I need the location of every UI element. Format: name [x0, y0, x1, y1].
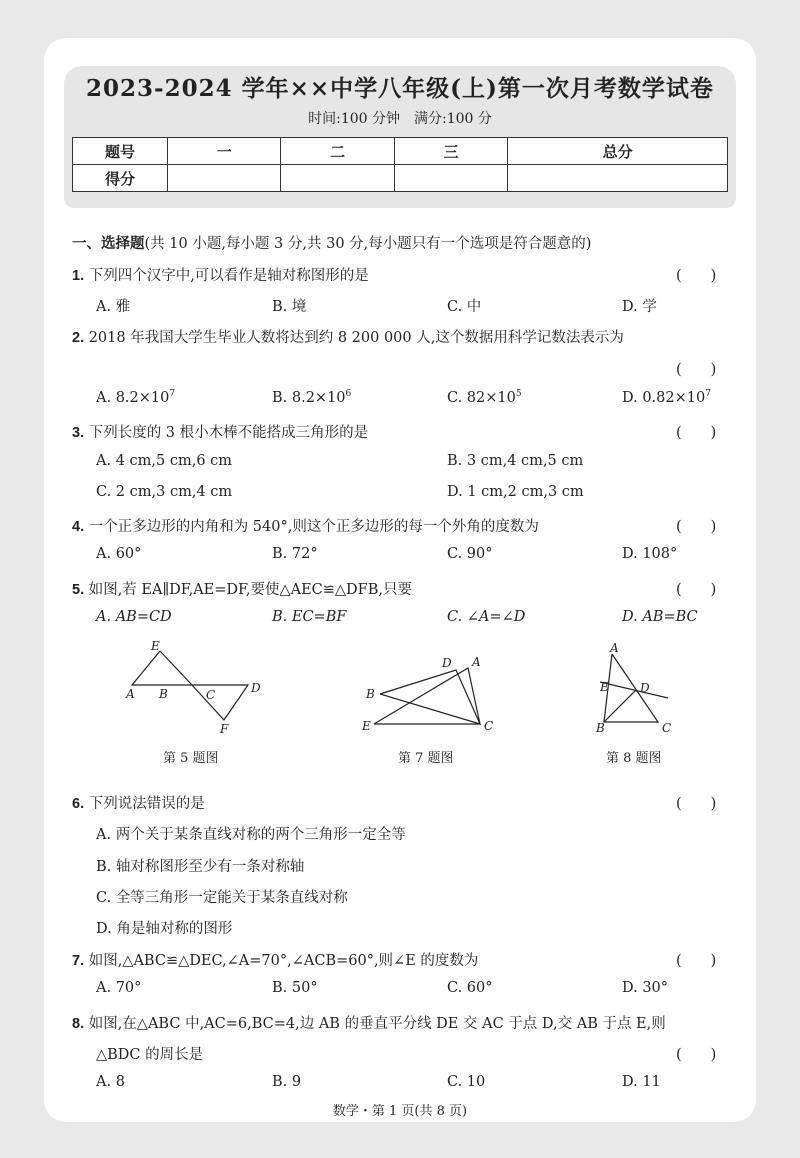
option: D. 30° [622, 980, 669, 996]
question-3: 3. 下列长度的 3 根小木棒不能搭成三角形的是 [72, 425, 369, 441]
score-table-cell: 总分 [508, 138, 728, 165]
option: B. 50° [272, 980, 318, 996]
answer-blank[interactable]: ( ) [676, 268, 717, 284]
score-table-cell: 三 [394, 138, 507, 165]
option: B. $8.2\times 10^6$ [272, 389, 352, 406]
exam-subtitle: 时间:100 分钟 满分:100 分 [308, 111, 492, 127]
figure-label: D [251, 681, 261, 695]
option: D. 11 [622, 1074, 661, 1090]
answer-blank[interactable]: ( ) [676, 582, 717, 598]
svg-text:E: E [600, 680, 609, 694]
question-8: 8. 如图,在△ABC 中,AC=6,BC=4,边 AB 的垂直平分线 DE 交 AC 于点 D,交 AB 于点 E,则 [72, 1016, 666, 1032]
figure-label: C [206, 688, 216, 702]
answer-blank[interactable]: ( ) [676, 362, 717, 378]
option: D. 1 cm,2 cm,3 cm [447, 484, 584, 500]
option: D. $0.82\times 10^7$ [622, 389, 711, 406]
option: A. $8.2\times 10^7$ [96, 389, 176, 406]
answer-blank[interactable]: ( ) [676, 425, 717, 441]
option: D. 角是轴对称的图形 [96, 921, 233, 937]
option: C. 全等三角形一定能关于某条直线对称 [96, 890, 348, 906]
option: C. 中 [447, 299, 482, 315]
figure-7-caption: 第 7 题图 [398, 751, 454, 766]
figure-7 [360, 652, 500, 738]
question-8-continued: △BDC 的周长是 [96, 1047, 204, 1063]
option: B. 境 [272, 299, 307, 315]
option: D. 学 [622, 299, 657, 315]
figure-8-caption: 第 8 题图 [606, 751, 662, 766]
svg-text:A: A [610, 642, 619, 655]
figure-5 [120, 636, 270, 736]
answer-blank[interactable]: ( ) [676, 953, 717, 969]
figure-5-lines [132, 651, 248, 720]
option: A. 雅 [96, 299, 131, 315]
option: C. ∠A=∠D [447, 609, 526, 625]
figure-5-caption: 第 5 题图 [163, 751, 219, 766]
score-table-header-row [73, 138, 728, 165]
figure-label: B [159, 687, 168, 701]
question-4: 4. 一个正多边形的内角和为 540°,则这个正多边形的每一个外角的度数为 [72, 519, 539, 535]
question-5: 5. 如图,若 EA∥DF,AE=DF,要使△AEC≌△DFB,只要 [72, 582, 413, 598]
svg-text:B: B [596, 721, 605, 735]
score-table [72, 137, 728, 192]
score-table-cell: 得分 [73, 165, 168, 192]
question-7: 7. 如图,△ABC≌△DEC,∠A=70°,∠ACB=60°,则∠E 的度数为 [72, 953, 479, 969]
score-table-cell: 一 [168, 138, 281, 165]
option: B. 9 [272, 1074, 302, 1090]
option: B. EC=BF [272, 609, 347, 625]
score-entry[interactable] [281, 165, 394, 192]
question-2: 2. 2018 年我国大学生毕业人数将达到约 8 200 000 人,这个数据用科学记数法表示为 [72, 330, 624, 346]
option: C. 90° [447, 546, 493, 562]
option: A. 60° [96, 546, 142, 562]
svg-text:D: D [442, 656, 452, 670]
option: C. 60° [447, 980, 493, 996]
answer-blank[interactable]: ( ) [676, 519, 717, 535]
svg-text:D: D [640, 681, 650, 695]
svg-text:B: B [366, 687, 375, 701]
score-table-cell: 二 [281, 138, 394, 165]
section-header: 一、选择题(共 10 小题,每小题 3 分,共 30 分,每小题只有一个选项是符合题意的) [72, 236, 592, 252]
option: B. 3 cm,4 cm,5 cm [447, 453, 584, 469]
figure-8 [590, 642, 680, 738]
svg-text:E: E [362, 719, 371, 733]
score-entry[interactable] [508, 165, 728, 192]
option: C. 10 [447, 1074, 486, 1090]
option: A. AB=CD [96, 609, 172, 625]
svg-text:C: C [662, 721, 672, 735]
option: D. AB=BC [622, 609, 698, 625]
score-table-score-row [73, 165, 728, 192]
answer-blank[interactable]: ( ) [676, 796, 717, 812]
figure-label: A [126, 687, 135, 701]
option: D. 108° [622, 546, 678, 562]
option: A. 70° [96, 980, 142, 996]
page-footer: 数学・第 1 页(共 8 页) [332, 1104, 468, 1119]
exam-title: 2023-2024 学年××中学八年级(上)第一次月考数学试卷 [86, 75, 714, 102]
question-6: 6. 下列说法错误的是 [72, 796, 205, 812]
option: A. 两个关于某条直线对称的两个三角形一定全等 [96, 827, 406, 843]
option: C. 2 cm,3 cm,4 cm [96, 484, 233, 500]
figure-label: F [220, 722, 229, 736]
score-entry[interactable] [394, 165, 507, 192]
answer-blank[interactable]: ( ) [676, 1047, 717, 1063]
question-1: 1. 下列四个汉字中,可以看作是轴对称图形的是 [72, 268, 369, 284]
option: C. $82\times 10^5$ [447, 389, 522, 406]
svg-text:A: A [472, 655, 481, 669]
option: B. 轴对称图形至少有一条对称轴 [96, 859, 305, 875]
svg-text:C: C [484, 719, 494, 733]
option: A. 4 cm,5 cm,6 cm [96, 453, 233, 469]
score-entry[interactable] [168, 165, 281, 192]
option: A. 8 [96, 1074, 125, 1090]
score-table-cell: 题号 [73, 138, 168, 165]
figure-label: E [151, 639, 160, 653]
option: B. 72° [272, 546, 318, 562]
